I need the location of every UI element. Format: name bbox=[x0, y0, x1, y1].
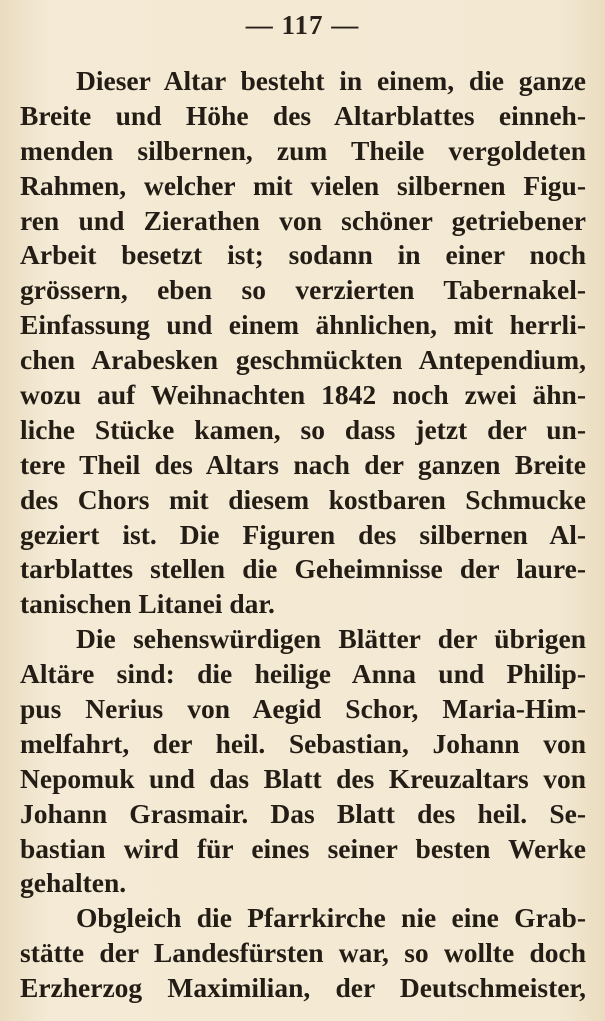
text-line: bastian wird für eines seiner besten Werke bbox=[20, 832, 586, 864]
text-line: tere Theil des Altars nach der ganzen Breite bbox=[20, 448, 586, 480]
text-line: wozu auf Weihnachten 1842 noch zwei ähn- bbox=[20, 379, 586, 411]
text-line: tarblattes stellen die Geheimnisse der laure- bbox=[20, 553, 586, 585]
text-line: Obgleich die Pfarrkirche nie eine Grab- bbox=[76, 902, 586, 934]
text-line: Die sehenswürdigen Blätter der übrigen bbox=[76, 623, 586, 655]
text-line: pus Nerius von Aegid Schor, Maria-Him- bbox=[20, 693, 586, 725]
text-line: chen Arabesken geschmückten Antependium, bbox=[20, 344, 586, 376]
body-text bbox=[20, 64, 586, 1006]
text-line: Rahmen, welcher mit vielen silbernen Figu- bbox=[20, 169, 586, 201]
text-line: Nepomuk und das Blatt des Kreuzaltars von bbox=[20, 762, 586, 794]
paragraph-altar-paintings bbox=[20, 622, 586, 901]
text-line: menden silbernen, zum Theile vergoldeten bbox=[20, 134, 586, 166]
text-line: Johann Grasmair. Das Blatt des heil. Se- bbox=[20, 797, 586, 829]
paragraph-altar bbox=[20, 64, 586, 622]
text-line: geziert ist. Die Figuren des silbernen Al- bbox=[20, 518, 586, 550]
text-line: grössern, eben so verzierten Tabernakel- bbox=[20, 274, 586, 306]
text-line: ren und Zierathen von schöner getriebener bbox=[20, 204, 586, 236]
text-line: liche Stücke kamen, so dass jetzt der un- bbox=[20, 413, 586, 445]
text-line: melfahrt, der heil. Sebastian, Johann von bbox=[20, 727, 586, 759]
text-line: Breite und Höhe des Altarblattes einneh- bbox=[20, 99, 586, 131]
text-line: Erzherzog Maximilian, der Deutschmeister, bbox=[20, 972, 586, 1004]
paragraph-parish-church bbox=[20, 901, 586, 1006]
text-line: gehalten. bbox=[20, 867, 127, 899]
text-line: Dieser Altar besteht in einem, die ganze bbox=[76, 65, 586, 96]
text-line: tanischen Litanei dar. bbox=[20, 588, 275, 620]
text-line: Arbeit besetzt ist; sodann in einer noch bbox=[20, 239, 586, 271]
text-line: stätte der Landesfürsten war, so wollte doch bbox=[20, 937, 586, 969]
text-line: des Chors mit diesem kostbaren Schmucke bbox=[20, 483, 586, 515]
text-line: Einfassung und einem ähnlichen, mit herrli- bbox=[20, 309, 586, 341]
page-number: — 117 — bbox=[245, 10, 360, 40]
text-line: Altäre sind: die heilige Anna und Philip- bbox=[20, 658, 586, 690]
